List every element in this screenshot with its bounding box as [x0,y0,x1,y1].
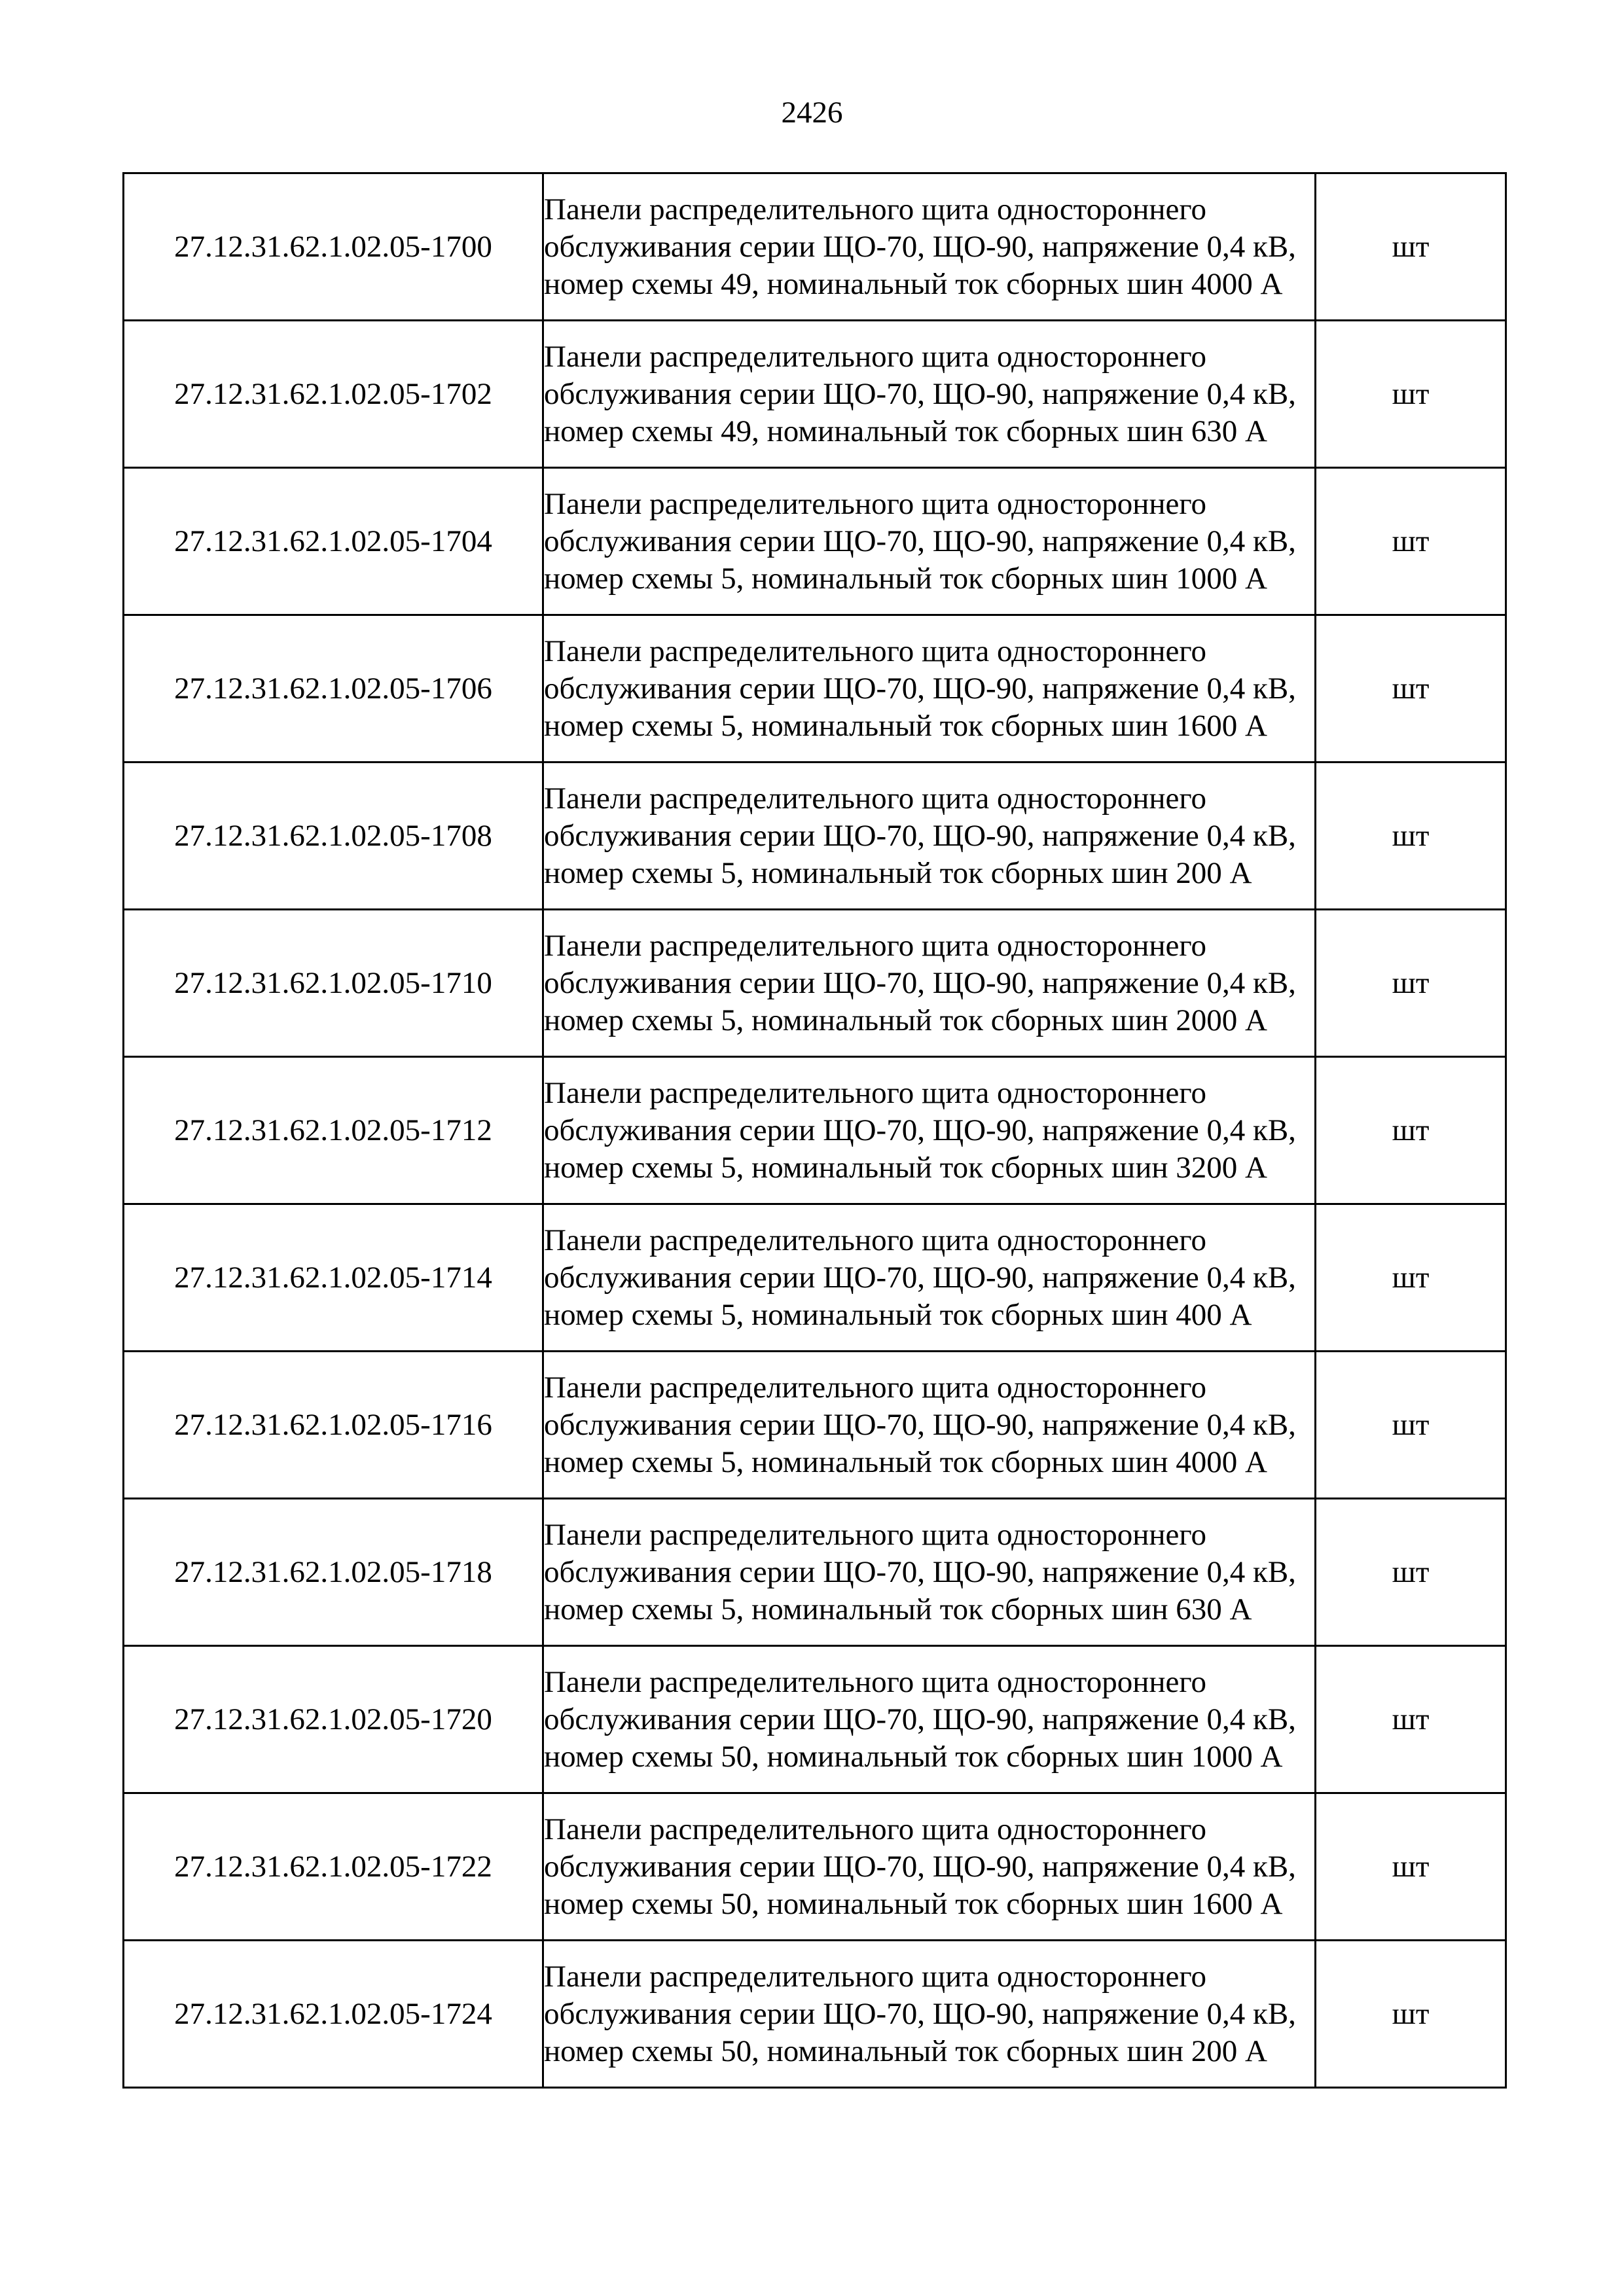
code-cell: 27.12.31.62.1.02.05-1706 [124,615,543,762]
description-cell: Панели распределительного щита одностороннего обслуживания серии ЩО-70, ЩО-90, напряжение 0,4 кВ, номер схемы 5, номинальный ток сборных шин 1600 А [543,615,1316,762]
table-row [124,1499,1506,1646]
code-cell: 27.12.31.62.1.02.05-1714 [124,1204,543,1352]
unit-cell: шт [1316,321,1506,468]
unit-cell: шт [1316,762,1506,910]
code-cell: 27.12.31.62.1.02.05-1700 [124,173,543,321]
table-body [124,173,1506,2088]
unit-cell: шт [1316,1057,1506,1204]
unit-cell: шт [1316,468,1506,615]
code-cell: 27.12.31.62.1.02.05-1704 [124,468,543,615]
unit-cell: шт [1316,173,1506,321]
unit-cell: шт [1316,1793,1506,1941]
code-cell: 27.12.31.62.1.02.05-1702 [124,321,543,468]
unit-cell: шт [1316,910,1506,1057]
unit-cell: шт [1316,1646,1506,1793]
table-row [124,173,1506,321]
resource-table [122,172,1507,2089]
description-cell: Панели распределительного щита одностороннего обслуживания серии ЩО-70, ЩО-90, напряжение 0,4 кВ, номер схемы 49, номинальный ток сборных шин 630 А [543,321,1316,468]
code-cell: 27.12.31.62.1.02.05-1724 [124,1941,543,2088]
table-row [124,615,1506,762]
table-row [124,762,1506,910]
code-cell: 27.12.31.62.1.02.05-1720 [124,1646,543,1793]
description-cell: Панели распределительного щита одностороннего обслуживания серии ЩО-70, ЩО-90, напряжение 0,4 кВ, номер схемы 50, номинальный ток сборных шин 1000 А [543,1646,1316,1793]
table-row [124,1057,1506,1204]
code-cell: 27.12.31.62.1.02.05-1716 [124,1352,543,1499]
description-cell: Панели распределительного щита одностороннего обслуживания серии ЩО-70, ЩО-90, напряжение 0,4 кВ, номер схемы 50, номинальный ток сборных шин 200 А [543,1941,1316,2088]
unit-cell: шт [1316,1204,1506,1352]
code-cell: 27.12.31.62.1.02.05-1710 [124,910,543,1057]
description-cell: Панели распределительного щита одностороннего обслуживания серии ЩО-70, ЩО-90, напряжение 0,4 кВ, номер схемы 5, номинальный ток сборных шин 630 А [543,1499,1316,1646]
table-row [124,1646,1506,1793]
table-row [124,1793,1506,1941]
table-row [124,468,1506,615]
description-cell: Панели распределительного щита одностороннего обслуживания серии ЩО-70, ЩО-90, напряжение 0,4 кВ, номер схемы 5, номинальный ток сборных шин 400 А [543,1204,1316,1352]
code-cell: 27.12.31.62.1.02.05-1712 [124,1057,543,1204]
table-row [124,1352,1506,1499]
table-row [124,1941,1506,2088]
description-cell: Панели распределительного щита одностороннего обслуживания серии ЩО-70, ЩО-90, напряжение 0,4 кВ, номер схемы 5, номинальный ток сборных шин 1000 А [543,468,1316,615]
code-cell: 27.12.31.62.1.02.05-1722 [124,1793,543,1941]
description-cell: Панели распределительного щита одностороннего обслуживания серии ЩО-70, ЩО-90, напряжение 0,4 кВ, номер схемы 49, номинальный ток сборных шин 4000 А [543,173,1316,321]
description-cell: Панели распределительного щита одностороннего обслуживания серии ЩО-70, ЩО-90, напряжение 0,4 кВ, номер схемы 5, номинальный ток сборных шин 200 А [543,762,1316,910]
description-cell: Панели распределительного щита одностороннего обслуживания серии ЩО-70, ЩО-90, напряжение 0,4 кВ, номер схемы 5, номинальный ток сборных шин 2000 А [543,910,1316,1057]
unit-cell: шт [1316,1499,1506,1646]
table-row [124,1204,1506,1352]
code-cell: 27.12.31.62.1.02.05-1708 [124,762,543,910]
unit-cell: шт [1316,1941,1506,2088]
description-cell: Панели распределительного щита одностороннего обслуживания серии ЩО-70, ЩО-90, напряжение 0,4 кВ, номер схемы 5, номинальный ток сборных шин 3200 А [543,1057,1316,1204]
description-cell: Панели распределительного щита одностороннего обслуживания серии ЩО-70, ЩО-90, напряжение 0,4 кВ, номер схемы 50, номинальный ток сборных шин 1600 А [543,1793,1316,1941]
unit-cell: шт [1316,1352,1506,1499]
code-cell: 27.12.31.62.1.02.05-1718 [124,1499,543,1646]
table-row [124,321,1506,468]
description-cell: Панели распределительного щита одностороннего обслуживания серии ЩО-70, ЩО-90, напряжение 0,4 кВ, номер схемы 5, номинальный ток сборных шин 4000 А [543,1352,1316,1499]
table-row [124,910,1506,1057]
page-number: 2426 [781,96,843,130]
unit-cell: шт [1316,615,1506,762]
